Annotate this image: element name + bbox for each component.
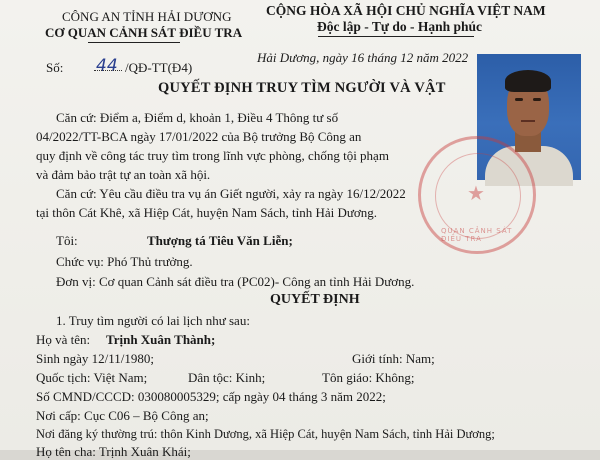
official-position: Chức vụ: Phó Thủ trưởng. <box>56 254 193 269</box>
agency-line1: CÔNG AN TỈNH HẢI DƯƠNG <box>62 9 232 24</box>
decision-item1: 1. Truy tìm người có lai lịch như sau: <box>56 313 250 328</box>
decision-heading: QUYẾT ĐỊNH <box>270 292 360 307</box>
red-seal-stamp <box>418 136 536 254</box>
basis-line: 04/2022/TT-BCA ngày 17/01/2022 của Bộ trưởng Bộ Công an <box>36 129 362 144</box>
document-date: Hải Dương, ngày 16 tháng 12 năm 2022 <box>257 50 469 65</box>
ethnicity: Dân tộc: Kinh; <box>188 370 266 385</box>
number-code: /QĐ-TT(Đ4) <box>125 60 193 75</box>
number-handwritten: 44 <box>96 56 118 76</box>
basis-line: Căn cứ: Điểm a, Điểm d, khoản 1, Điều 4 Thông tư số <box>56 110 339 125</box>
father-name-partial: Họ tên cha: Trịnh Xuân Khái; <box>36 444 191 459</box>
document-title: QUYẾT ĐỊNH TRUY TÌM NGƯỜI VÀ VẬT <box>158 80 446 96</box>
name-label: Họ và tên: <box>36 332 91 347</box>
seal-ring-text: QUAN CẢNH SÁT ĐIỀU TRA <box>441 227 513 243</box>
basis-line: Căn cứ: Yêu cầu điều tra vụ án Giết người, xảy ra ngày 16/12/2022 <box>56 186 406 201</box>
number-dotted-line <box>94 70 122 71</box>
permanent-residence: Nơi đăng ký thường trú: thôn Kinh Dương, xã Hiệp Cát, huyện Nam Sách, tỉnh Hải Dương; <box>36 427 495 441</box>
nationality: Quốc tịch: Việt Nam; <box>36 370 148 385</box>
basis-line: và đảm bảo trật tự an toàn xã hội. <box>36 167 211 182</box>
basis-line: tại thôn Cát Khê, xã Hiệp Cát, huyện Nam Sách, tỉnh Hải Dương. <box>36 205 378 220</box>
motto-underline <box>318 36 474 37</box>
official-label: Tôi: <box>56 233 78 248</box>
seal-star-icon: ★ <box>467 181 485 205</box>
gender: Giới tính: Nam; <box>352 351 435 366</box>
nation-line1: CỘNG HÒA XÃ HỘI CHỦ NGHĨA VIỆT NAM <box>266 3 546 18</box>
suspect-name: Trịnh Xuân Thành; <box>106 332 216 347</box>
id-card: Số CMND/CCCD: 030080005329; cấp ngày 04 tháng 3 năm 2022; <box>36 389 386 404</box>
birth-date: Sinh ngày 12/11/1980; <box>36 351 154 366</box>
official-unit: Đơn vị: Cơ quan Cảnh sát điều tra (PC02)- Công an tỉnh Hải Dương. <box>56 274 415 289</box>
issued-by: Nơi cấp: Cục C06 – Bộ Công an; <box>36 408 209 423</box>
agency-underline <box>88 42 180 43</box>
basis-line: quy định về công tác truy tìm trong lĩnh vực phòng, chống tội phạm <box>36 148 389 163</box>
nation-motto: Độc lập - Tự do - Hạnh phúc <box>317 19 483 34</box>
official-name: Thượng tá Tiêu Văn Liễn; <box>147 233 293 248</box>
number-label: Số: <box>46 60 64 75</box>
agency-line2: CƠ QUAN CẢNH SÁT ĐIỀU TRA <box>45 25 243 40</box>
religion: Tôn giáo: Không; <box>322 370 415 385</box>
